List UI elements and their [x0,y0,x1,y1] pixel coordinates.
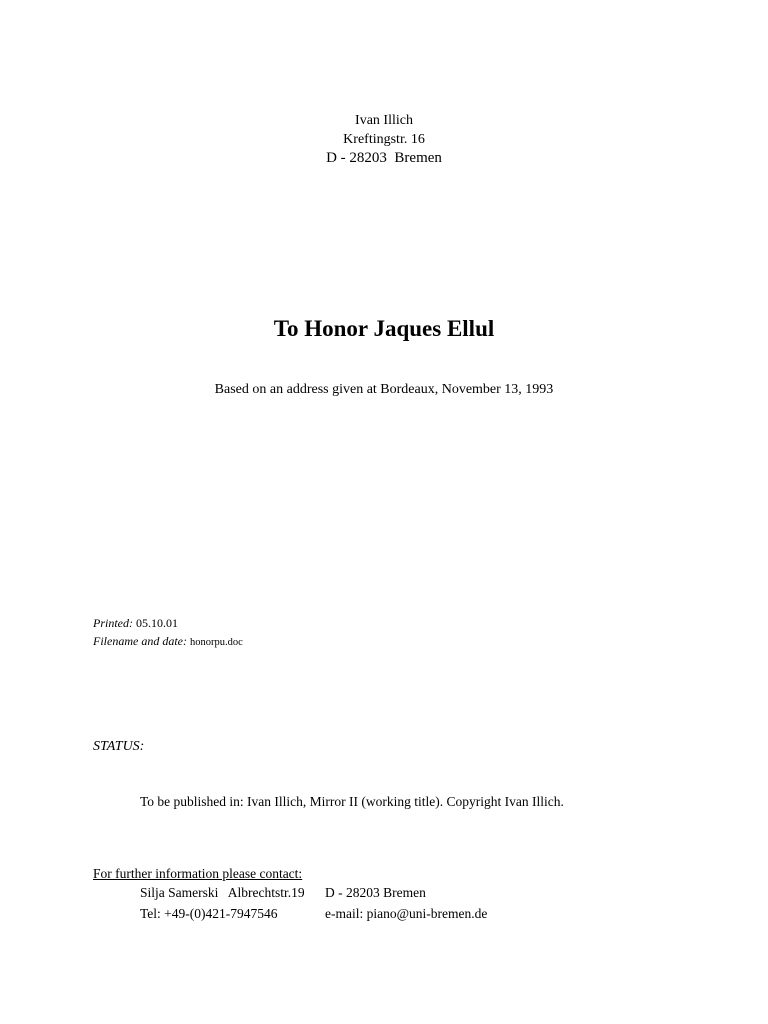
author-street: Kreftingstr. 16 [343,132,425,147]
author-city: D - 28203 Bremen [326,150,442,166]
author-name: Ivan Illich [355,113,413,128]
contact-email: e-mail: piano@uni-bremen.de [325,906,488,921]
status-text: To be published in: Ivan Illich, Mirror II (working title). Copyright Ivan Illich. [140,794,564,809]
printed-value: 05.10.01 [136,616,178,630]
filename-value: honorpu.doc [189,637,243,648]
printed-label: Printed: [93,616,133,630]
status-label: STATUS: [93,739,145,754]
filename-label: Filename and date: [93,634,187,648]
printed-line [93,617,178,629]
contact-name-address: Silja Samerski Albrechtstr.19 [140,885,305,900]
contact-tel: Tel: +49-(0)421-7947546 [140,906,278,921]
contact-heading: For further information please contact: [93,866,303,881]
filename-line [93,635,243,649]
contact-city: D - 28203 Bremen [325,885,426,900]
document-title: To Honor Jaques Ellul [273,316,495,341]
document-subtitle: Based on an address given at Bordeaux, November 13, 1993 [214,382,554,397]
